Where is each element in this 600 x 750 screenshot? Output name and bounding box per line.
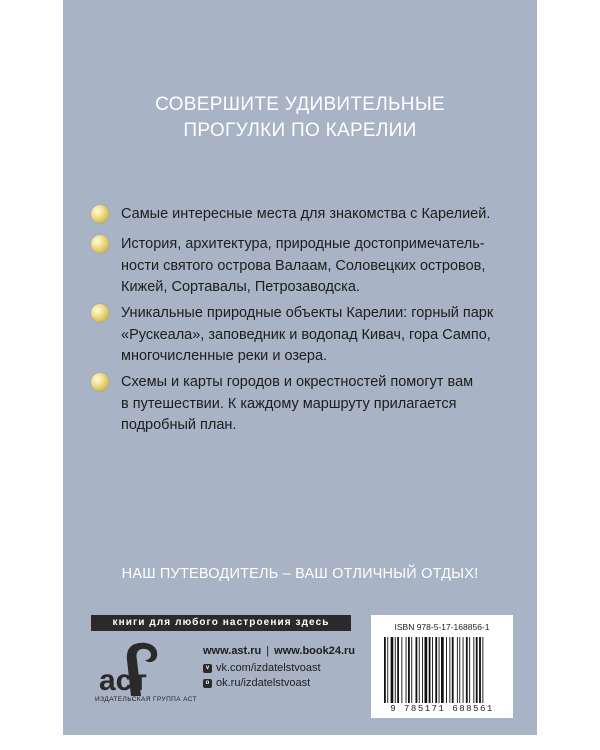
bullet-line: ности святого острова Валаам, Соловецких островов, bbox=[121, 257, 486, 274]
slogan: НАШ ПУТЕВОДИТЕЛЬ – ВАШ ОТЛИЧНЫЙ ОТДЫХ! bbox=[121, 566, 479, 582]
ast-logo-icon bbox=[95, 638, 173, 704]
ast-site-link[interactable]: www.ast.ru bbox=[203, 645, 262, 657]
publisher-links bbox=[203, 645, 355, 689]
gold-bullet-icon bbox=[91, 235, 109, 253]
isbn-label: ISBN 978-5-17-168856-1 bbox=[394, 622, 490, 632]
bullet-line: Самые интересные места для знакомства с Карелией. bbox=[121, 206, 491, 222]
bullet-line: многочисленные реки и озера. bbox=[121, 348, 328, 364]
link-separator: | bbox=[266, 645, 270, 657]
barcode-icon bbox=[383, 637, 501, 703]
barcode-digits: 9 785171 688561 bbox=[390, 704, 494, 714]
ok-icon: o bbox=[203, 679, 212, 688]
heading-line-2: ПРОГУЛКИ ПО КАРЕЛИИ bbox=[183, 120, 417, 141]
bullet-text bbox=[121, 234, 531, 299]
tagline-strip: книги для любого настроения здесь bbox=[91, 615, 351, 631]
heading-line-1: СОВЕРШИТЕ УДИВИТЕЛЬНЫЕ bbox=[155, 94, 445, 115]
bullet-text bbox=[121, 204, 531, 226]
book24-site-link[interactable]: www.book24.ru bbox=[274, 645, 356, 657]
cover-heading bbox=[63, 92, 537, 144]
bullet-text bbox=[121, 303, 531, 368]
bullet-line: Уникальные природные объекты Карелии: горный парк bbox=[121, 305, 494, 321]
gold-bullet-icon bbox=[91, 373, 109, 391]
gold-bullet-icon bbox=[91, 205, 109, 223]
bullet-line: в путешествии. К каждому маршруту прилагается bbox=[121, 395, 457, 412]
publisher-caption: ИЗДАТЕЛЬСКАЯ ГРУППА АСТ bbox=[95, 696, 198, 703]
bullet-line: «Рускеала», заповедник и водопад Кивач, гора Сампо, bbox=[121, 326, 491, 343]
bullet-line: История, архитектура, природные достопримечатель- bbox=[121, 236, 485, 252]
bullet-line: Схемы и карты городов и окрестностей помогут вам bbox=[121, 374, 474, 390]
gold-bullet-icon bbox=[91, 304, 109, 322]
back-cover bbox=[63, 0, 537, 735]
barcode-panel bbox=[371, 615, 513, 718]
vk-icon: v bbox=[203, 664, 212, 673]
bullet-line: Кижей, Сортавалы, Петрозаводска. bbox=[121, 279, 360, 295]
ok-link[interactable]: ok.ru/izdatelstvoast bbox=[216, 677, 311, 689]
bullet-line: подробный план. bbox=[121, 417, 237, 433]
vk-link[interactable]: vk.com/izdatelstvoast bbox=[216, 662, 321, 674]
bullet-text bbox=[121, 372, 531, 437]
logo-text: аст bbox=[99, 664, 148, 697]
